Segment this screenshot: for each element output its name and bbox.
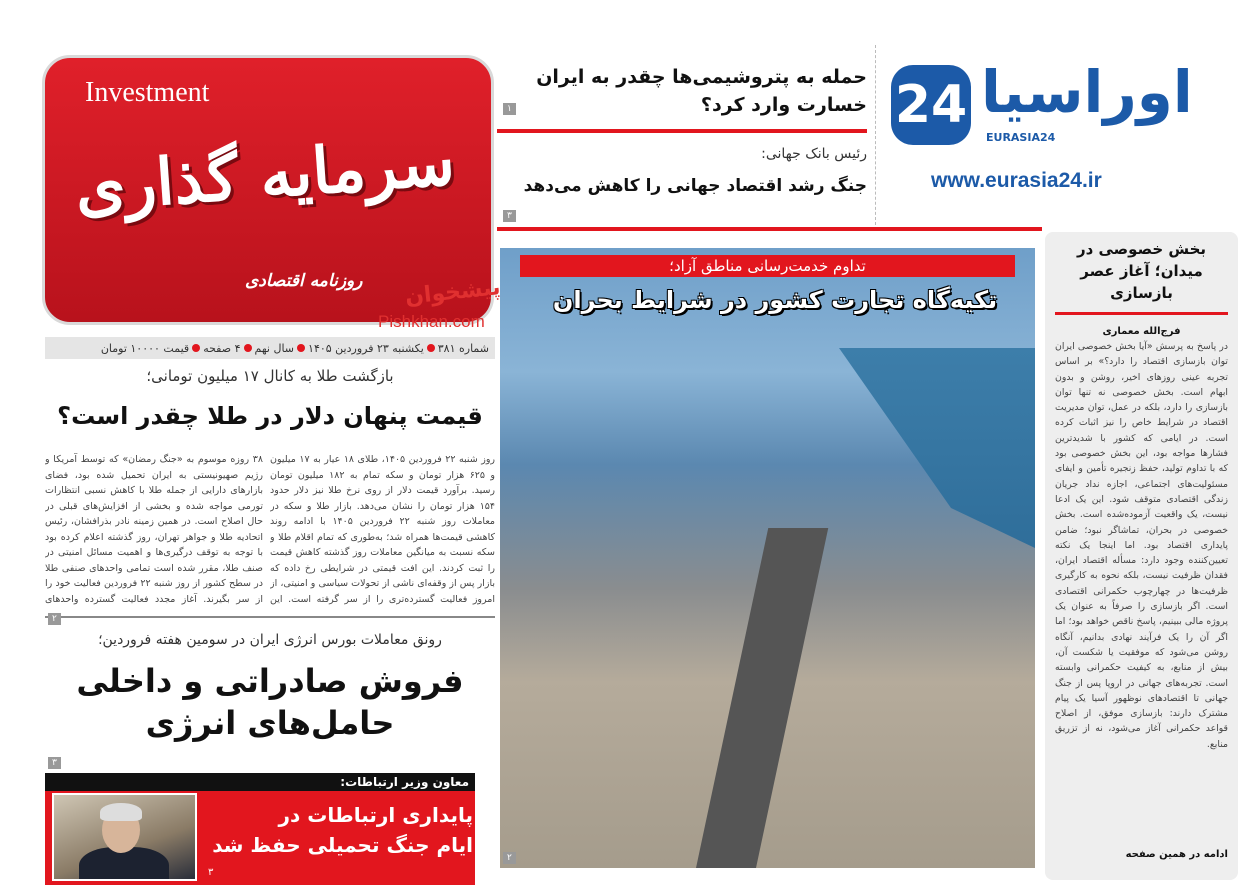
telecom-headline[interactable]: [205, 800, 473, 860]
bullet-icon: [427, 344, 435, 352]
telecom-headline-line: پایداری ارتباطات در: [278, 803, 473, 827]
energy-headline[interactable]: [45, 660, 495, 744]
issue-date: یکشنبه ۲۳ فروردین ۱۴۰۵: [308, 341, 424, 355]
page-ref: ۳: [48, 757, 61, 769]
eurasia24-logo-number: 24: [891, 65, 971, 145]
main-headline[interactable]: تکیه‌گاه تجارت کشور در شرایط بحران: [552, 286, 998, 314]
gold-column-right: روز شنبه ۲۲ فروردین ۱۴۰۵، طلای ۱۸ عیار به ۱۷ میلیون و ۶۲۵ هزار تومان و سکه تمام به ۱۸۲ میلیون تومان رسید. برآورد قیمت دلار از روی نرخ طلا نیز دلار حدود ۱۵۴ هزار تومان را نشان می‌دهد. بازار طلا و سکه در معاملات روز شنبه ۲۲ فروردین ۱۴۰۵ با ادامه روند کاهشی قیمت‌ها همراه شد؛ به‌طوری که تمام اقلام طلا و سکه نسبت به میانگین معاملات روز گذشته کاهش قیمت را ثبت کردند. این افت قیمتی در شرایطی رخ داده که بازار پس از وقفه‌ای ناشی از تحولات سیاسی و امنیتی، از امروز فعالیت گسترده‌تری را از سر گرفته است. این: [270, 454, 495, 605]
editorial-author: فرج‌الله معماری: [1102, 326, 1181, 337]
bullet-icon: [244, 344, 252, 352]
gold-kicker: بازگشت طلا به کانال ۱۷ میلیون تومانی؛: [146, 367, 394, 385]
page-ref: ۳: [208, 867, 214, 878]
masthead-title: سرمایه گذاری: [72, 124, 458, 227]
issue-pages: ۴ صفحه: [203, 341, 241, 355]
gold-headline[interactable]: قیمت پنهان دلار در طلا چقدر است؟: [57, 402, 483, 430]
page-ref: ۲: [503, 852, 516, 864]
bullet-icon: [297, 344, 305, 352]
page-ref: ۱: [503, 103, 516, 115]
masthead-subtitle: روزنامه اقتصادی: [245, 271, 363, 291]
issue-info-bar: [45, 337, 495, 359]
eurasia24-url[interactable]: www.eurasia24.ir: [931, 169, 1102, 192]
issue-price: قیمت ۱۰۰۰۰ تومان: [100, 341, 190, 355]
editorial-body: در پاسخ به پرسش «آیا بخش خصوصی ایران توان بازسازی اقتصاد را دارد؟» بر اساس تجربه عینی روزهای اخیر، روشن و بدون ابهام است. بخش خصوصی نه تنها توان بازسازی را دارد، بلکه در عمل، توان مدیریت اقتصاد در شرایط خاص را نیز اثبات کرده است. در ایامی که کشور با شدیدترین فشارها مواجه بود، این بخش خصوصی بود که با تداوم تولید، حفظ زنجیره تأمین و ایفای مسئولیت‌های اجتماعی، اجازه نداد جریان زندگی اقتصادی متوقف شود. این یک ادعا نیست، یک واقعیت آزموده‌شده است. بخش خصوصی در بحران، تماشاگر نبود؛ ضامن پایداری اقتصاد بود. اما اینجا یک نکته تعیین‌کننده وجود دارد: مسأله اقتصاد ایران، فقدان ظرفیت نیست، بلکه نحوه به کارگیری ظرفیت‌ها در چهارچوب حکمرانی اقتصادی است. اگر بازسازی را صرفاً به عنوان یک پروژه مالی ببینیم، پاسخ ناقص خواهد بود؛ اما اگر آن را یک فرآیند نهادی بدانیم، آنگاه روشن می‌شود که موفقیت یا شکست آن، بیش از منابع، به کیفیت حکمرانی وابسته است. تجربه‌های جهانی در اروپا پس از جنگ جهانی تا اقتصادهای نوظهور آسیا یک پیام مشترک دارند: بازسازی موفق، از اصلاح قواعد حکمرانی آغاز می‌شود، نه از تزریق منابع.: [1055, 341, 1228, 750]
energy-kicker: رونق معاملات بورس انرژی ایران در سومین هفته فروردین؛: [98, 632, 442, 648]
telecom-headline-line: ایام جنگ تحمیلی حفظ شد: [212, 833, 473, 857]
energy-headline-line: فروش صادراتی و داخلی: [76, 662, 464, 700]
masthead-english: Investment: [85, 77, 210, 108]
eurasia24-logo-en: EURASIA24: [986, 131, 1056, 144]
energy-headline-line: حامل‌های انرژی: [145, 704, 395, 742]
editorial-column: [1045, 232, 1238, 880]
eurasia24-ad[interactable]: [875, 45, 1240, 225]
telecom-kicker: معاون وزیر ارتباطات:: [45, 773, 475, 791]
main-kicker: تداوم خدمت‌رسانی مناطق آزاد؛: [520, 255, 1015, 277]
editorial-headline[interactable]: بخش خصوصی در میدان؛ آغاز عصر بازسازی: [1076, 240, 1207, 302]
issue-number: شماره ۳۸۱: [437, 341, 489, 355]
watermark-fa: پیشخوان: [403, 275, 502, 310]
page-ref: ۲: [48, 613, 61, 625]
worldbank-headline[interactable]: جنگ رشد اقتصاد جهانی را کاهش می‌دهد: [523, 176, 867, 196]
editorial-continued: ادامه در همین صفحه: [1125, 849, 1228, 860]
issue-year: سال نهم: [254, 341, 295, 355]
gold-column-left: ۳۸ روزه موسوم به «جنگ رمضان» که توسط آمریکا و رژیم صهیونیستی به ایران تحمیل شده بود، فضای بازارهای دارایی از جمله طلا با کاهش نسبی انتظارات تورمی مواجه شده و بخشی از افزایش‌های قبلی در حال اصلاح است. در همین زمینه نادر بذرافشان، رئیس اتحادیه طلا و جواهر تهران، روز گذشته اعلام کرده بود با توجه به توقف درگیری‌ها و اهمیت مسائل امنیتی در صنف طلا، مقرر شده است تمامی واحدهای صنفی طلا در سطح کشور از روز شنبه ۲۲ فروردین فعالیت خود را از سر بگیرند. آغاز مجدد فعالیت گسترده واحدهای: [45, 454, 263, 605]
bullet-icon: [192, 344, 200, 352]
deputy-minister-photo: [52, 793, 197, 881]
page-ref: ۳: [503, 210, 516, 222]
watermark-en: Pishkhan.com: [378, 312, 485, 331]
port-aerial-photo: [500, 248, 1035, 868]
eurasia24-logo-text: اوراسیا: [981, 58, 1193, 126]
worldbank-kicker: رئیس بانک جهانی:: [761, 146, 867, 162]
petrochemical-headline[interactable]: حمله به پتروشیمی‌ها چقدر به ایران خسارت وارد کرد؟: [536, 66, 867, 116]
